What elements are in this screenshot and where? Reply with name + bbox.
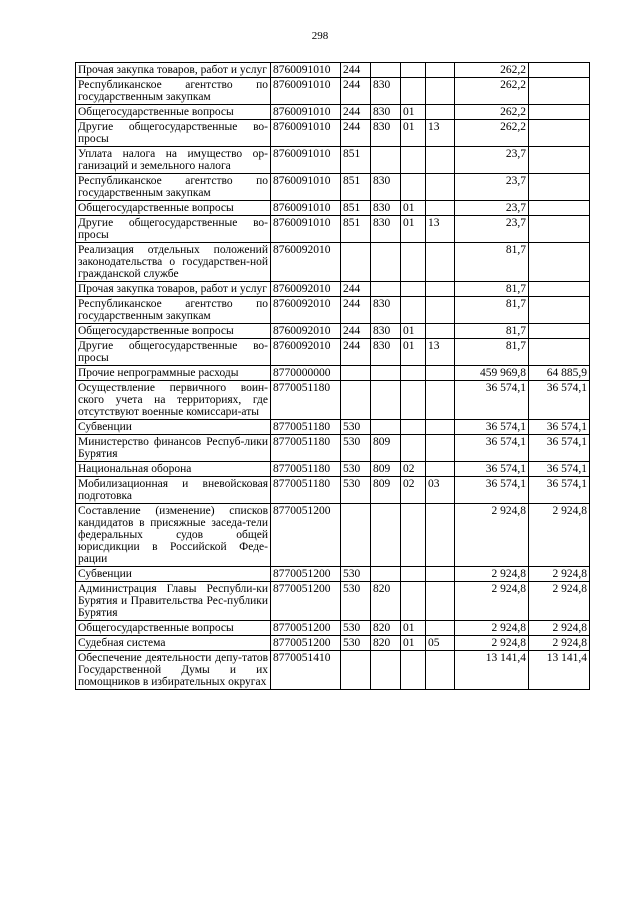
row-name: Прочая закупка товаров, работ и услуг — [76, 282, 271, 297]
row-sum-total: 2 924,8 — [455, 504, 529, 567]
row-section — [401, 381, 426, 420]
row-code: 8770051410 — [271, 651, 341, 690]
row-sum-subvention — [529, 147, 590, 174]
row-administrator: 809 — [371, 477, 401, 504]
row-name: Субвенции — [76, 567, 271, 582]
row-expense-type: 244 — [341, 297, 371, 324]
row-sum-subvention: 2 924,8 — [529, 636, 590, 651]
row-section — [401, 63, 426, 78]
row-expense-type: 530 — [341, 582, 371, 621]
row-administrator: 830 — [371, 174, 401, 201]
row-sum-subvention — [529, 174, 590, 201]
row-code: 8770051200 — [271, 567, 341, 582]
row-name: Министерство финансов Респуб-лики Бурятия — [76, 435, 271, 462]
row-name: Общегосударственные вопросы — [76, 324, 271, 339]
row-subsection: 13 — [426, 216, 455, 243]
row-sum-subvention — [529, 105, 590, 120]
row-expense-type: 244 — [341, 78, 371, 105]
row-expense-type — [341, 381, 371, 420]
row-sum-subvention — [529, 339, 590, 366]
row-administrator: 830 — [371, 216, 401, 243]
row-subsection — [426, 174, 455, 201]
row-code: 8760091010 — [271, 174, 341, 201]
row-subsection — [426, 63, 455, 78]
row-expense-type: 530 — [341, 477, 371, 504]
row-expense-type — [341, 651, 371, 690]
row-code: 8760092010 — [271, 297, 341, 324]
row-sum-subvention — [529, 78, 590, 105]
table-row — [76, 63, 590, 78]
row-section: 01 — [401, 120, 426, 147]
row-section: 01 — [401, 636, 426, 651]
row-sum-subvention: 36 574,1 — [529, 462, 590, 477]
row-administrator: 820 — [371, 621, 401, 636]
row-subsection — [426, 651, 455, 690]
row-administrator — [371, 147, 401, 174]
row-code: 8760092010 — [271, 339, 341, 366]
row-section — [401, 567, 426, 582]
row-name: Судебная система — [76, 636, 271, 651]
row-name: Мобилизационная и вневойсковая подготовка — [76, 477, 271, 504]
row-expense-type: 530 — [341, 420, 371, 435]
row-expense-type — [341, 504, 371, 567]
row-sum-total: 262,2 — [455, 78, 529, 105]
table-row — [76, 174, 590, 201]
row-subsection — [426, 504, 455, 567]
row-name: Национальная оборона — [76, 462, 271, 477]
row-subsection — [426, 462, 455, 477]
row-subsection — [426, 381, 455, 420]
table-row — [76, 420, 590, 435]
row-section — [401, 297, 426, 324]
row-sum-subvention: 2 924,8 — [529, 621, 590, 636]
row-sum-total: 262,2 — [455, 105, 529, 120]
row-sum-subvention — [529, 282, 590, 297]
row-subsection — [426, 243, 455, 282]
row-section: 02 — [401, 477, 426, 504]
row-section: 01 — [401, 216, 426, 243]
budget-table — [75, 62, 590, 690]
row-subsection: 03 — [426, 477, 455, 504]
row-section — [401, 243, 426, 282]
table-row — [76, 243, 590, 282]
row-sum-total: 81,7 — [455, 339, 529, 366]
row-sum-subvention: 13 141,4 — [529, 651, 590, 690]
row-section: 02 — [401, 462, 426, 477]
row-subsection — [426, 420, 455, 435]
table-row — [76, 120, 590, 147]
row-expense-type — [341, 243, 371, 282]
row-name: Уплата налога на имущество ор-ганизаций и земельного налога — [76, 147, 271, 174]
row-sum-subvention: 36 574,1 — [529, 435, 590, 462]
table-row — [76, 477, 590, 504]
row-code: 8770051200 — [271, 636, 341, 651]
row-administrator — [371, 243, 401, 282]
row-name: Другие общегосударственные во-просы — [76, 120, 271, 147]
row-code: 8770051180 — [271, 420, 341, 435]
row-code: 8760091010 — [271, 105, 341, 120]
table-row — [76, 78, 590, 105]
row-section — [401, 504, 426, 567]
row-sum-total: 36 574,1 — [455, 477, 529, 504]
row-sum-total: 2 924,8 — [455, 582, 529, 621]
row-sum-subvention — [529, 216, 590, 243]
row-name: Обеспечение деятельности депу-татов Государственной Думы и их помощников в избирательных округах — [76, 651, 271, 690]
row-subsection: 05 — [426, 636, 455, 651]
row-administrator: 830 — [371, 78, 401, 105]
table-row — [76, 324, 590, 339]
row-section — [401, 78, 426, 105]
row-administrator — [371, 63, 401, 78]
row-subsection — [426, 297, 455, 324]
row-code: 8760091010 — [271, 120, 341, 147]
row-expense-type: 530 — [341, 462, 371, 477]
row-administrator — [371, 420, 401, 435]
table-row — [76, 651, 590, 690]
row-name: Республиканское агентство по государственным закупкам — [76, 297, 271, 324]
row-sum-total: 2 924,8 — [455, 636, 529, 651]
row-name: Прочая закупка товаров, работ и услуг — [76, 63, 271, 78]
table-row — [76, 282, 590, 297]
row-code: 8770051180 — [271, 462, 341, 477]
table-row — [76, 105, 590, 120]
row-sum-subvention: 36 574,1 — [529, 381, 590, 420]
row-code: 8770051180 — [271, 381, 341, 420]
row-sum-subvention: 36 574,1 — [529, 477, 590, 504]
row-administrator — [371, 651, 401, 690]
table-row — [76, 567, 590, 582]
row-code: 8760092010 — [271, 282, 341, 297]
page-number: 298 — [311, 30, 329, 42]
row-section: 01 — [401, 621, 426, 636]
row-code: 8760091010 — [271, 63, 341, 78]
row-sum-subvention: 2 924,8 — [529, 567, 590, 582]
row-section — [401, 282, 426, 297]
row-section: 01 — [401, 105, 426, 120]
row-code: 8760091010 — [271, 78, 341, 105]
row-sum-subvention — [529, 297, 590, 324]
row-expense-type: 244 — [341, 63, 371, 78]
row-administrator — [371, 504, 401, 567]
row-administrator: 809 — [371, 462, 401, 477]
row-expense-type: 530 — [341, 621, 371, 636]
row-expense-type: 530 — [341, 567, 371, 582]
row-subsection — [426, 201, 455, 216]
row-section — [401, 174, 426, 201]
row-sum-subvention: 64 885,9 — [529, 366, 590, 381]
row-sum-total: 262,2 — [455, 120, 529, 147]
row-administrator — [371, 567, 401, 582]
row-subsection: 13 — [426, 339, 455, 366]
row-administrator — [371, 381, 401, 420]
row-sum-total: 81,7 — [455, 243, 529, 282]
row-sum-total: 36 574,1 — [455, 420, 529, 435]
row-name: Администрация Главы Республи-ки Бурятия и Правительства Рес-публики Бурятия — [76, 582, 271, 621]
row-sum-total: 2 924,8 — [455, 567, 529, 582]
row-subsection — [426, 567, 455, 582]
row-subsection — [426, 324, 455, 339]
row-administrator: 820 — [371, 582, 401, 621]
row-administrator: 830 — [371, 120, 401, 147]
row-expense-type: 244 — [341, 282, 371, 297]
row-name: Реализация отдельных положений законодательства о государствен-ной гражданской службе — [76, 243, 271, 282]
row-subsection — [426, 621, 455, 636]
row-name: Другие общегосударственные во-просы — [76, 216, 271, 243]
row-sum-total: 459 969,8 — [455, 366, 529, 381]
row-sum-total: 262,2 — [455, 63, 529, 78]
row-subsection — [426, 282, 455, 297]
row-expense-type: 244 — [341, 339, 371, 366]
row-subsection — [426, 435, 455, 462]
table-row — [76, 435, 590, 462]
row-code: 8760091010 — [271, 216, 341, 243]
table-row — [76, 504, 590, 567]
table-row — [76, 339, 590, 366]
row-sum-total: 81,7 — [455, 324, 529, 339]
row-name: Осуществление первичного воин-ского учета на территориях, где отсутствуют военные комиссари-аты — [76, 381, 271, 420]
row-administrator — [371, 366, 401, 381]
row-administrator: 830 — [371, 297, 401, 324]
row-expense-type: 244 — [341, 120, 371, 147]
row-sum-total: 36 574,1 — [455, 435, 529, 462]
row-subsection — [426, 147, 455, 174]
row-sum-total: 13 141,4 — [455, 651, 529, 690]
row-name: Общегосударственные вопросы — [76, 621, 271, 636]
row-sum-total: 23,7 — [455, 174, 529, 201]
row-section: 01 — [401, 201, 426, 216]
table-row — [76, 636, 590, 651]
row-sum-total: 81,7 — [455, 282, 529, 297]
row-expense-type: 244 — [341, 105, 371, 120]
row-name: Прочие непрограммные расходы — [76, 366, 271, 381]
table-row — [76, 462, 590, 477]
row-sum-subvention: 36 574,1 — [529, 420, 590, 435]
row-expense-type: 244 — [341, 324, 371, 339]
table-row — [76, 366, 590, 381]
row-sum-total: 23,7 — [455, 147, 529, 174]
table-row — [76, 381, 590, 420]
row-subsection: 13 — [426, 120, 455, 147]
row-expense-type: 851 — [341, 201, 371, 216]
row-name: Республиканское агентство по государственным закупкам — [76, 174, 271, 201]
table-row — [76, 621, 590, 636]
row-expense-type: 530 — [341, 435, 371, 462]
row-code: 8770051200 — [271, 621, 341, 636]
row-name: Составление (изменение) списков кандидатов в присяжные заседа-тели федеральных судов общей юрисдикции в Российской Феде-рации — [76, 504, 271, 567]
row-administrator: 809 — [371, 435, 401, 462]
row-administrator — [371, 282, 401, 297]
row-name: Общегосударственные вопросы — [76, 105, 271, 120]
row-sum-total: 36 574,1 — [455, 462, 529, 477]
row-sum-total: 23,7 — [455, 216, 529, 243]
row-sum-subvention: 2 924,8 — [529, 504, 590, 567]
row-code: 8770051180 — [271, 477, 341, 504]
row-sum-subvention — [529, 63, 590, 78]
row-section — [401, 366, 426, 381]
row-expense-type: 851 — [341, 174, 371, 201]
row-subsection — [426, 105, 455, 120]
table-row — [76, 216, 590, 243]
row-sum-subvention — [529, 120, 590, 147]
row-section — [401, 435, 426, 462]
row-name: Субвенции — [76, 420, 271, 435]
table-body — [76, 63, 590, 690]
row-code: 8770051200 — [271, 582, 341, 621]
row-section — [401, 582, 426, 621]
row-name: Общегосударственные вопросы — [76, 201, 271, 216]
row-code: 8760091010 — [271, 147, 341, 174]
row-sum-total: 36 574,1 — [455, 381, 529, 420]
row-administrator: 820 — [371, 636, 401, 651]
row-sum-total: 2 924,8 — [455, 621, 529, 636]
row-sum-subvention — [529, 201, 590, 216]
row-expense-type: 851 — [341, 216, 371, 243]
row-expense-type: 851 — [341, 147, 371, 174]
row-sum-subvention — [529, 243, 590, 282]
row-administrator: 830 — [371, 105, 401, 120]
row-section: 01 — [401, 324, 426, 339]
row-section — [401, 651, 426, 690]
row-code: 8760092010 — [271, 243, 341, 282]
row-code: 8760092010 — [271, 324, 341, 339]
row-section: 01 — [401, 339, 426, 366]
table-row — [76, 201, 590, 216]
row-subsection — [426, 582, 455, 621]
row-subsection — [426, 366, 455, 381]
table-row — [76, 147, 590, 174]
row-expense-type: 530 — [341, 636, 371, 651]
row-code: 8770000000 — [271, 366, 341, 381]
row-code: 8770051200 — [271, 504, 341, 567]
row-administrator: 830 — [371, 339, 401, 366]
table-row — [76, 297, 590, 324]
row-sum-total: 23,7 — [455, 201, 529, 216]
row-subsection — [426, 78, 455, 105]
row-administrator: 830 — [371, 201, 401, 216]
row-name: Другие общегосударственные во-просы — [76, 339, 271, 366]
row-code: 8760091010 — [271, 201, 341, 216]
row-expense-type — [341, 366, 371, 381]
row-section — [401, 420, 426, 435]
row-sum-subvention: 2 924,8 — [529, 582, 590, 621]
row-name: Республиканское агентство по государственным закупкам — [76, 78, 271, 105]
row-code: 8770051180 — [271, 435, 341, 462]
row-sum-total: 81,7 — [455, 297, 529, 324]
row-administrator: 830 — [371, 324, 401, 339]
row-section — [401, 147, 426, 174]
table-row — [76, 582, 590, 621]
row-sum-subvention — [529, 324, 590, 339]
